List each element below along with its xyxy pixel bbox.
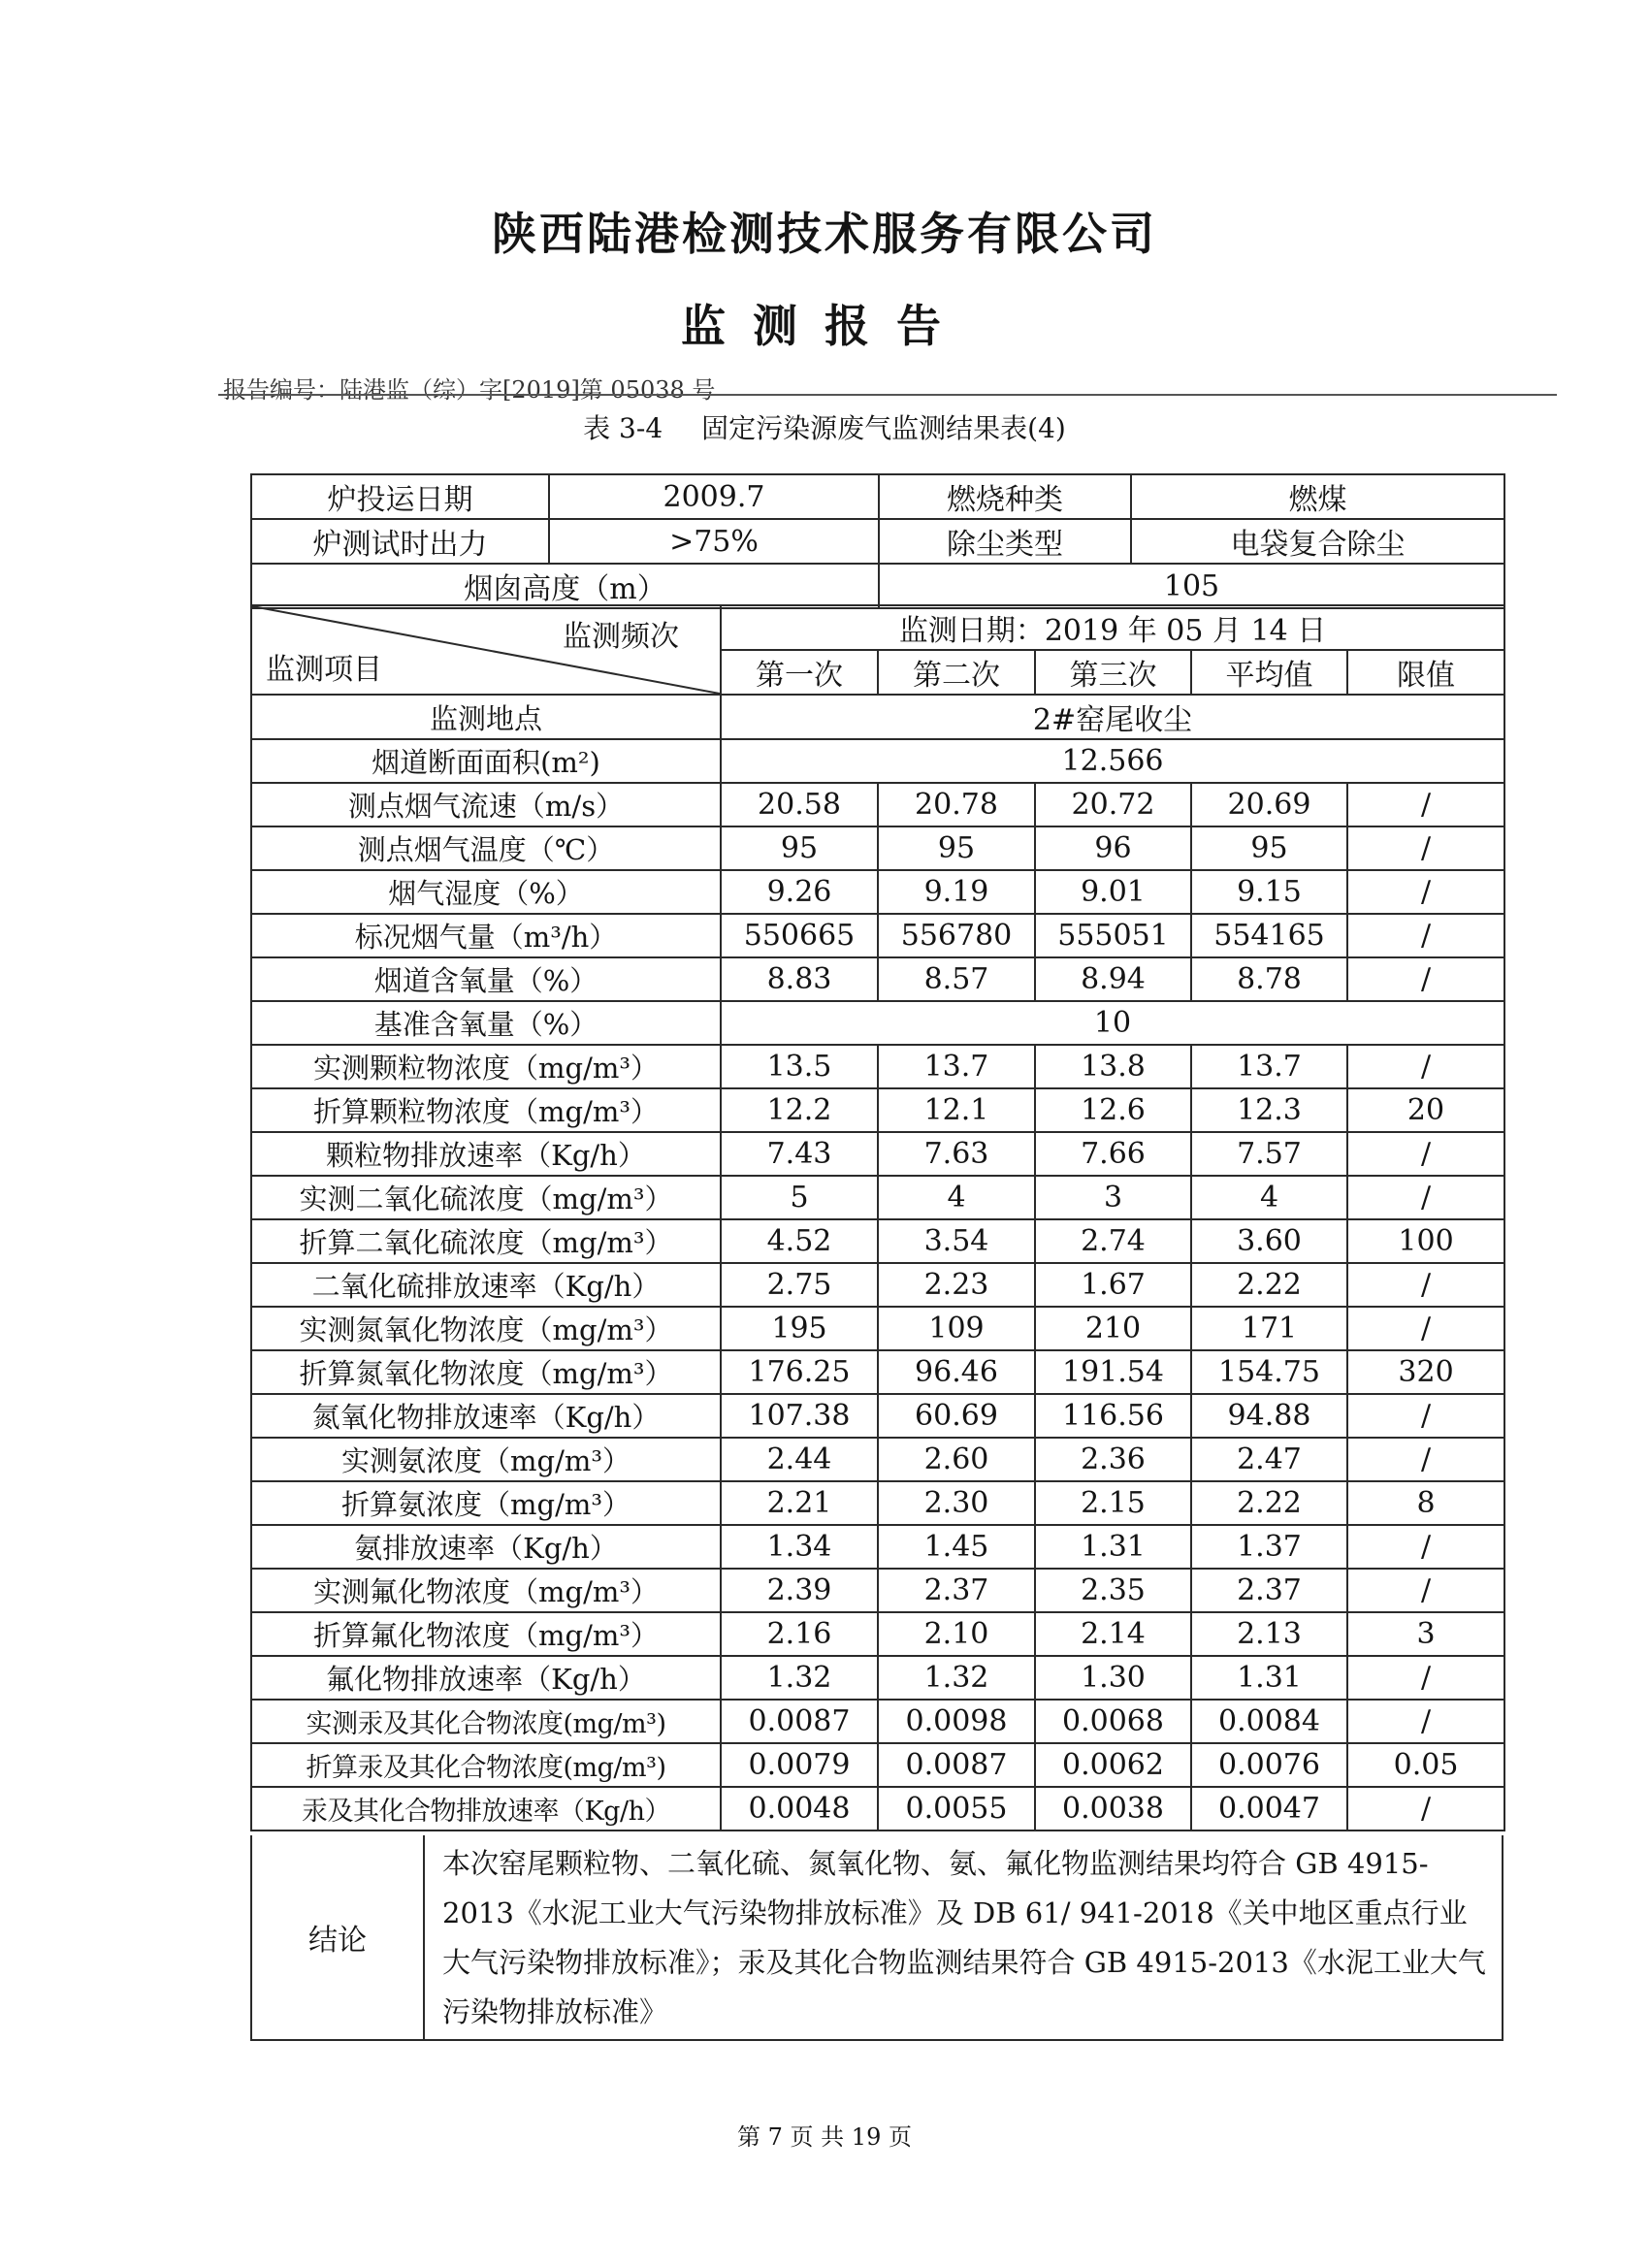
start-date-value: 2009.7 <box>549 474 879 519</box>
row-label: 实测氟化物浓度（mg/m³） <box>251 1569 721 1612</box>
row-value: 12.3 <box>1191 1088 1347 1132</box>
row-label: 二氧化硫排放速率（Kg/h） <box>251 1263 721 1307</box>
row-value: 2.13 <box>1191 1612 1347 1656</box>
row-value: / <box>1347 1263 1504 1307</box>
row-value: 171 <box>1191 1307 1347 1350</box>
row-label: 氨排放速率（Kg/h） <box>251 1525 721 1569</box>
row-value: 2.75 <box>721 1263 878 1307</box>
row-value: 2.21 <box>721 1481 878 1525</box>
table-row <box>251 1787 1504 1831</box>
row-value: 2.23 <box>878 1263 1035 1307</box>
row-value: 8.78 <box>1191 957 1347 1001</box>
row-value: 210 <box>1035 1307 1191 1350</box>
row-label: 折算汞及其化合物浓度(mg/m³) <box>251 1743 721 1787</box>
row-value: 0.0098 <box>878 1700 1035 1743</box>
table-row <box>251 1176 1504 1219</box>
area-row <box>251 739 1504 783</box>
row-value: 550665 <box>721 914 878 957</box>
equipment-info-table <box>250 473 1505 609</box>
table-row <box>251 870 1504 914</box>
row-value: 9.01 <box>1035 870 1191 914</box>
row-value: 2.35 <box>1035 1569 1191 1612</box>
location-row <box>251 695 1504 739</box>
row-value: / <box>1347 1176 1504 1219</box>
row-label: 氟化物排放速率（Kg/h） <box>251 1656 721 1700</box>
row-value: 1.30 <box>1035 1656 1191 1700</box>
company-name: 陕西陆港检测技术服务有限公司 <box>492 208 1157 260</box>
table-row <box>251 826 1504 870</box>
table-row <box>251 914 1504 957</box>
frequency-header: 监测频次 <box>563 620 679 654</box>
row-value: / <box>1347 870 1504 914</box>
table-row <box>251 1481 1504 1525</box>
row-value: / <box>1347 1307 1504 1350</box>
page-number: 第 7 页 共 19 页 <box>737 2123 912 2151</box>
column-header: 第一次 <box>721 650 878 695</box>
row-value: 1.32 <box>721 1656 878 1700</box>
monitoring-results-table <box>250 604 1505 1831</box>
row-value: 2.37 <box>878 1569 1035 1612</box>
row-value: 0.0079 <box>721 1743 878 1787</box>
row-value: 2.22 <box>1191 1263 1347 1307</box>
table-title: 固定污染源废气监测结果表(4) <box>701 412 1066 444</box>
row-value: 95 <box>878 826 1035 870</box>
column-header: 限值 <box>1347 650 1504 695</box>
row-label: 烟气湿度（%） <box>251 870 721 914</box>
row-value: 2.16 <box>721 1612 878 1656</box>
row-value: 20.78 <box>878 783 1035 826</box>
row-value: 8.57 <box>878 957 1035 1001</box>
row-value: 2.36 <box>1035 1438 1191 1481</box>
table-row <box>251 957 1504 1001</box>
row-value: / <box>1347 957 1504 1001</box>
column-header: 平均值 <box>1191 650 1347 695</box>
row-value: 2.30 <box>878 1481 1035 1525</box>
row-value: 20.69 <box>1191 783 1347 826</box>
row-label: 实测二氧化硫浓度（mg/m³） <box>251 1176 721 1219</box>
row-label: 标况烟气量（m³/h） <box>251 914 721 957</box>
info-row <box>251 474 1504 519</box>
row-value: 554165 <box>1191 914 1347 957</box>
row-value: 7.66 <box>1035 1132 1191 1176</box>
row-value: 9.15 <box>1191 870 1347 914</box>
row-value: 100 <box>1347 1219 1504 1263</box>
row-value: 107.38 <box>721 1394 878 1438</box>
row-value: 2.37 <box>1191 1569 1347 1612</box>
row-value: / <box>1347 1700 1504 1743</box>
report-title: 监测报告 <box>681 300 968 352</box>
row-value: / <box>1347 1394 1504 1438</box>
row-value: 12.2 <box>721 1088 878 1132</box>
table-row <box>251 1307 1504 1350</box>
row-value: 2.60 <box>878 1438 1035 1481</box>
row-value: / <box>1347 783 1504 826</box>
row-value: 9.26 <box>721 870 878 914</box>
column-header: 第二次 <box>878 650 1035 695</box>
row-value: 0.05 <box>1347 1743 1504 1787</box>
load-label: 炉测试时出力 <box>251 519 549 564</box>
table-row <box>251 1219 1504 1263</box>
monitoring-date: 监测日期：2019 年 05 月 14 日 <box>721 605 1504 650</box>
row-value: 94.88 <box>1191 1394 1347 1438</box>
conclusion-label: 结论 <box>252 1835 425 2039</box>
row-value: 116.56 <box>1035 1394 1191 1438</box>
row-value: 176.25 <box>721 1350 878 1394</box>
table-row <box>251 1394 1504 1438</box>
row-value: 2.44 <box>721 1438 878 1481</box>
table-row <box>251 1525 1504 1569</box>
info-row <box>251 564 1504 608</box>
row-value: 7.63 <box>878 1132 1035 1176</box>
row-value: 2.15 <box>1035 1481 1191 1525</box>
dust-type-label: 除尘类型 <box>879 519 1131 564</box>
row-value: 0.0055 <box>878 1787 1035 1831</box>
row-value: 3.54 <box>878 1219 1035 1263</box>
reference-oxygen-value: 10 <box>721 1001 1504 1045</box>
row-value: 2.14 <box>1035 1612 1191 1656</box>
row-value: 8 <box>1347 1481 1504 1525</box>
row-value: 20.58 <box>721 783 878 826</box>
row-value: 3 <box>1035 1176 1191 1219</box>
row-value: 9.19 <box>878 870 1035 914</box>
row-value: 320 <box>1347 1350 1504 1394</box>
location-value: 2#窑尾收尘 <box>721 695 1504 739</box>
row-value: 0.0038 <box>1035 1787 1191 1831</box>
item-header: 监测项目 <box>266 653 382 687</box>
header-rule <box>218 394 1557 396</box>
row-value: 4 <box>1191 1176 1347 1219</box>
start-date-label: 炉投运日期 <box>251 474 549 519</box>
location-label: 监测地点 <box>251 695 721 739</box>
dust-type-value: 电袋复合除尘 <box>1131 519 1504 564</box>
row-value: 556780 <box>878 914 1035 957</box>
row-value: 5 <box>721 1176 878 1219</box>
row-value: / <box>1347 826 1504 870</box>
row-value: 13.7 <box>1191 1045 1347 1088</box>
row-value: 555051 <box>1035 914 1191 957</box>
reference-oxygen-row <box>251 1001 1504 1045</box>
row-label: 实测氨浓度（mg/m³） <box>251 1438 721 1481</box>
row-value: 0.0068 <box>1035 1700 1191 1743</box>
row-value: 4.52 <box>721 1219 878 1263</box>
row-value: 2.10 <box>878 1612 1035 1656</box>
table-row <box>251 1569 1504 1612</box>
table-row <box>251 1743 1504 1787</box>
table-row <box>251 1132 1504 1176</box>
row-value: 7.43 <box>721 1132 878 1176</box>
row-value: 0.0076 <box>1191 1743 1347 1787</box>
row-value: 1.32 <box>878 1656 1035 1700</box>
row-value: 1.34 <box>721 1525 878 1569</box>
row-label: 折算氨浓度（mg/m³） <box>251 1481 721 1525</box>
area-label: 烟道断面面积(m²) <box>251 739 721 783</box>
row-label: 实测氮氧化物浓度（mg/m³） <box>251 1307 721 1350</box>
load-value: >75% <box>549 519 879 564</box>
row-value: / <box>1347 914 1504 957</box>
row-label: 折算氮氧化物浓度（mg/m³） <box>251 1350 721 1394</box>
stack-height-value: 105 <box>879 564 1504 608</box>
stack-height-label: 烟囱高度（m） <box>251 564 879 608</box>
row-value: 2.22 <box>1191 1481 1347 1525</box>
row-value: 12.6 <box>1035 1088 1191 1132</box>
row-value: 2.74 <box>1035 1219 1191 1263</box>
row-value: 1.31 <box>1035 1525 1191 1569</box>
column-header: 第三次 <box>1035 650 1191 695</box>
row-value: 3 <box>1347 1612 1504 1656</box>
table-row <box>251 1263 1504 1307</box>
row-value: / <box>1347 1525 1504 1569</box>
row-value: 1.67 <box>1035 1263 1191 1307</box>
row-value: 0.0087 <box>878 1743 1035 1787</box>
row-value: 8.83 <box>721 957 878 1001</box>
row-value: / <box>1347 1787 1504 1831</box>
row-value: 2.47 <box>1191 1438 1347 1481</box>
row-value: / <box>1347 1569 1504 1612</box>
row-label: 测点烟气流速（m/s） <box>251 783 721 826</box>
row-label: 实测颗粒物浓度（mg/m³） <box>251 1045 721 1088</box>
row-value: 4 <box>878 1176 1035 1219</box>
row-value: 0.0047 <box>1191 1787 1347 1831</box>
row-value: 0.0087 <box>721 1700 878 1743</box>
conclusion-text: 本次窑尾颗粒物、二氧化硫、氮氧化物、氨、氟化物监测结果均符合 GB 4915-2013《水泥工业大气污染物排放标准》及 DB 61/ 941-2018《关中地区重点行业大气污染物排放标准》；汞及其化合物监测结果符合 GB 4915-2013《水泥工业大气污染物排放标准》 <box>442 1847 1486 2028</box>
diagonal-header-cell <box>251 605 721 695</box>
table-row <box>251 1350 1504 1394</box>
row-value: 1.31 <box>1191 1656 1347 1700</box>
row-value: 96.46 <box>878 1350 1035 1394</box>
row-value: 0.0062 <box>1035 1743 1191 1787</box>
row-value: 96 <box>1035 826 1191 870</box>
row-value: 0.0084 <box>1191 1700 1347 1743</box>
row-label: 测点烟气温度（℃） <box>251 826 721 870</box>
info-row <box>251 519 1504 564</box>
row-label: 折算氟化物浓度（mg/m³） <box>251 1612 721 1656</box>
row-value: 13.8 <box>1035 1045 1191 1088</box>
row-value: 20.72 <box>1035 783 1191 826</box>
table-row <box>251 1656 1504 1700</box>
row-value: 95 <box>721 826 878 870</box>
area-value: 12.566 <box>721 739 1504 783</box>
report-number: 报告编号：陆港监（综）字[2019]第 05038 号 <box>223 376 716 404</box>
table-caption <box>0 407 1649 446</box>
row-label: 实测汞及其化合物浓度(mg/m³) <box>251 1700 721 1743</box>
row-value: / <box>1347 1656 1504 1700</box>
table-row <box>251 1612 1504 1656</box>
row-value: 12.1 <box>878 1088 1035 1132</box>
row-value: 154.75 <box>1191 1350 1347 1394</box>
table-number: 表 3-4 <box>583 412 663 444</box>
row-value: 20 <box>1347 1088 1504 1132</box>
row-label: 汞及其化合物排放速率（Kg/h） <box>251 1787 721 1831</box>
row-value: 95 <box>1191 826 1347 870</box>
row-value: 7.57 <box>1191 1132 1347 1176</box>
row-value: 191.54 <box>1035 1350 1191 1394</box>
row-label: 颗粒物排放速率（Kg/h） <box>251 1132 721 1176</box>
row-value: 195 <box>721 1307 878 1350</box>
row-value: 60.69 <box>878 1394 1035 1438</box>
table-row <box>251 1438 1504 1481</box>
header-row <box>251 605 1504 650</box>
row-value: / <box>1347 1132 1504 1176</box>
row-value: 0.0048 <box>721 1787 878 1831</box>
table-row <box>251 1045 1504 1088</box>
reference-oxygen-label: 基准含氧量（%） <box>251 1001 721 1045</box>
row-label: 氮氧化物排放速率（Kg/h） <box>251 1394 721 1438</box>
row-value: / <box>1347 1438 1504 1481</box>
row-value: 1.37 <box>1191 1525 1347 1569</box>
row-value: 109 <box>878 1307 1035 1350</box>
row-value: / <box>1347 1045 1504 1088</box>
table-row <box>251 1700 1504 1743</box>
row-value: 8.94 <box>1035 957 1191 1001</box>
conclusion-block <box>250 1835 1504 2041</box>
fuel-label: 燃烧种类 <box>879 474 1131 519</box>
row-value: 13.5 <box>721 1045 878 1088</box>
table-row <box>251 1088 1504 1132</box>
fuel-value: 燃煤 <box>1131 474 1504 519</box>
row-label: 折算二氧化硫浓度（mg/m³） <box>251 1219 721 1263</box>
row-value: 3.60 <box>1191 1219 1347 1263</box>
row-value: 13.7 <box>878 1045 1035 1088</box>
row-label: 烟道含氧量（%） <box>251 957 721 1001</box>
table-row <box>251 783 1504 826</box>
row-value: 1.45 <box>878 1525 1035 1569</box>
row-label: 折算颗粒物浓度（mg/m³） <box>251 1088 721 1132</box>
row-value: 2.39 <box>721 1569 878 1612</box>
